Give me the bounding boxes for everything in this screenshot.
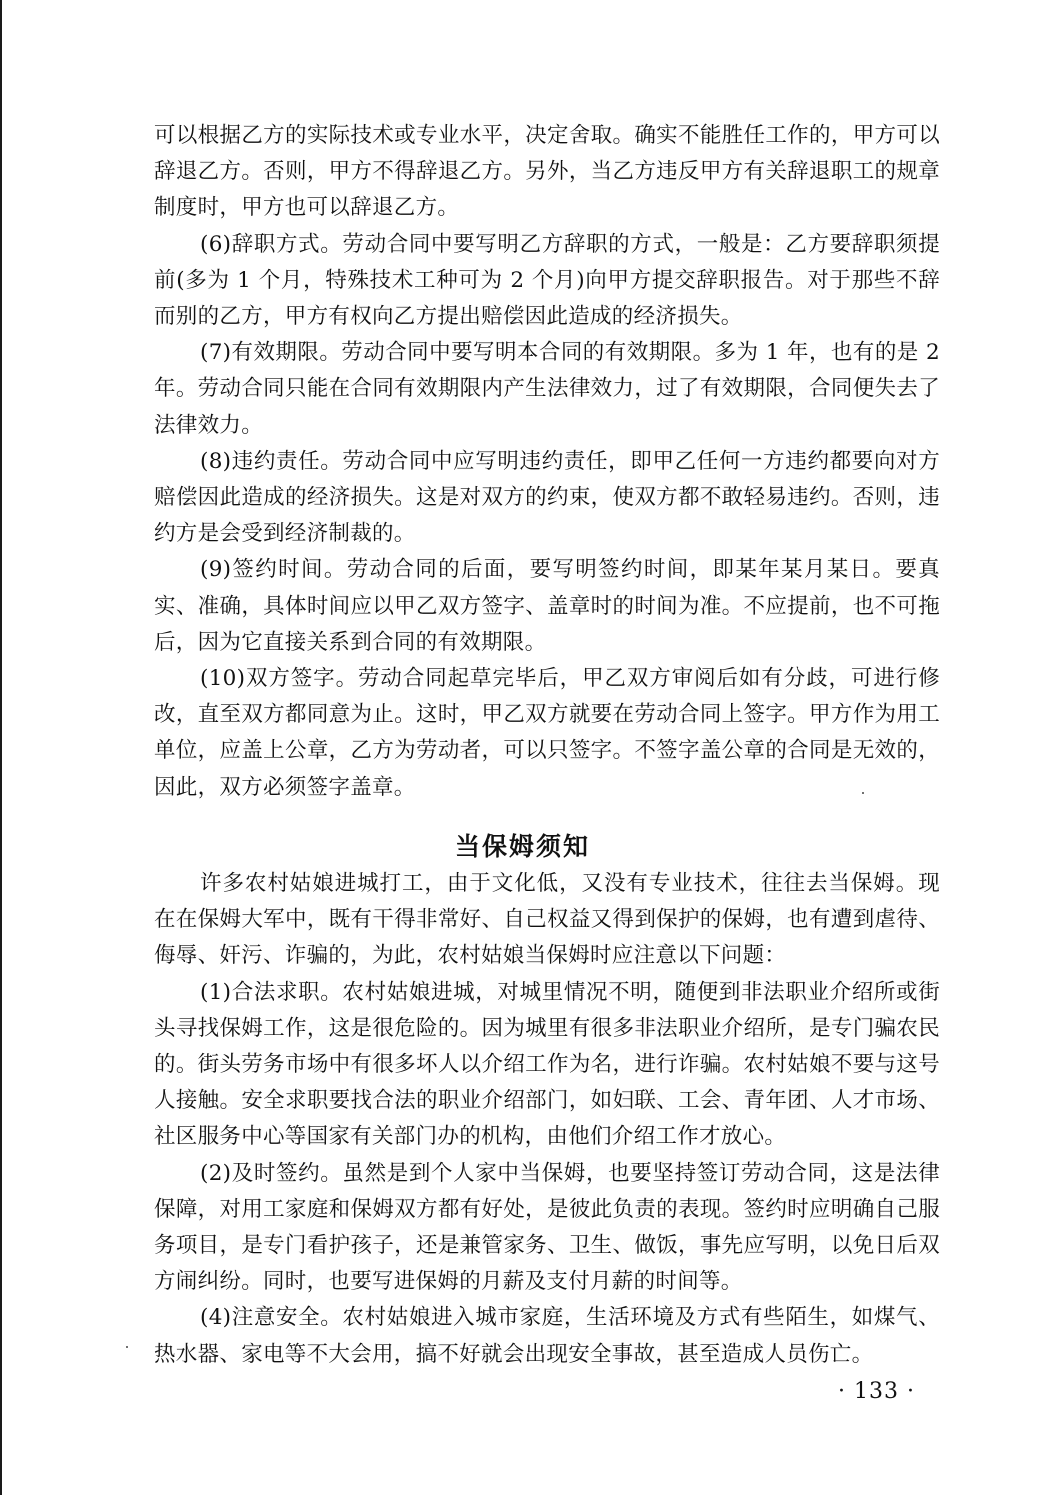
- top-text-block: [154, 118, 940, 806]
- bottom-text-block: [154, 866, 940, 1373]
- paragraph-item-4: (4)注意安全。农村姑娘进入城市家庭，生活环境及方式有些陌生，如煤气、热水器、家电等不大会用，搞不好就会出现安全事故，甚至造成人员伤亡。: [154, 1305, 940, 1367]
- page-edge-line: [0, 0, 2, 1495]
- paragraph-item-7: (7)有效期限。劳动合同中要写明本合同的有效期限。多为 1 年，也有的是 2 年。劳动合同只能在合同有效期限内产生法律效力，过了有效期限，合同便失去了法律效力。: [154, 340, 940, 438]
- paragraph-item-8: (8)违约责任。劳动合同中应写明违约责任，即甲乙任何一方违约都要向对方赔偿因此造成的经济损失。这是对双方的约束，使双方都不敢轻易违约。否则，违约方是会受到经济制裁的。: [154, 448, 940, 547]
- page-number: · 133 ·: [838, 1379, 915, 1404]
- scan-speck: [126, 1346, 128, 1348]
- paragraph-item-1: (1)合法求职。农村姑娘进城，对城里情况不明，随便到非法职业介绍所或街头寻找保姆工作，这是很危险的。因为城里有很多非法职业介绍所，是专门骗农民的。街头劳务市场中有很多坏人以介绍工作为名，进行诈骗。农村姑娘不要与这号人接触。安全求职要找合法的职业介绍部门，如妇联、工会、青年团、人才市场、社区服务中心等国家有关部门办的机构，由他们介绍工作才放心。: [154, 979, 940, 1150]
- paragraph-item-9: (9)签约时间。劳动合同的后面，要写明签约时间，即某年某月某日。要真实、准确，具体时间应以甲乙双方签字、盖章时的时间为准。不应提前，也不可拖后，因为它直接关系到合同的有效期限。: [154, 557, 940, 655]
- paragraph-continuation: 可以根据乙方的实际技术或专业水平，决定舍取。确实不能胜任工作的，甲方可以辞退乙方。否则，甲方不得辞退乙方。另外，当乙方违反甲方有关辞退职工的规章制度时，甲方也可以辞退乙方。: [154, 123, 940, 221]
- paragraph-item-10: (10)双方签字。劳动合同起草完毕后，甲乙双方审阅后如有分歧，可进行修改，直至双方都同意为止。这时，甲乙双方就要在劳动合同上签字。甲方作为用工单位，应盖上公章，乙方为劳动者，可以只签字。不签字盖公章的合同是无效的，因此，双方必须签字盖章。: [154, 666, 940, 800]
- section-title: 当保姆须知: [454, 831, 590, 861]
- paragraph-item-2: (2)及时签约。虽然是到个人家中当保姆，也要坚持签订劳动合同，这是法律保障，对用工家庭和保姆双方都有好处，是彼此负责的表现。签约时应明确自己服务项目，是专门看护孩子，还是兼管家务、卫生、做饭，事先应写明，以免日后双方闹纠纷。同时，也要写进保姆的月薪及支付月薪的时间等。: [154, 1160, 940, 1295]
- paragraph-item-6: (6)辞职方式。劳动合同中要写明乙方辞职的方式，一般是：乙方要辞职须提前(多为 1 个月，特殊技术工种可为 2 个月)向甲方提交辞职报告。对于那些不辞而别的乙方，甲方有权向乙方提出赔偿因此造成的经济损失。: [154, 231, 940, 330]
- paragraph-intro: 许多农村姑娘进城打工，由于文化低，又没有专业技术，往往去当保姆。现在在保姆大军中，既有干得非常好、自己权益又得到保护的保姆，也有遭到虐待、侮辱、奸污、诈骗的，为此，农村姑娘当保姆时应注意以下问题：: [154, 871, 940, 969]
- scan-speck: [862, 792, 864, 794]
